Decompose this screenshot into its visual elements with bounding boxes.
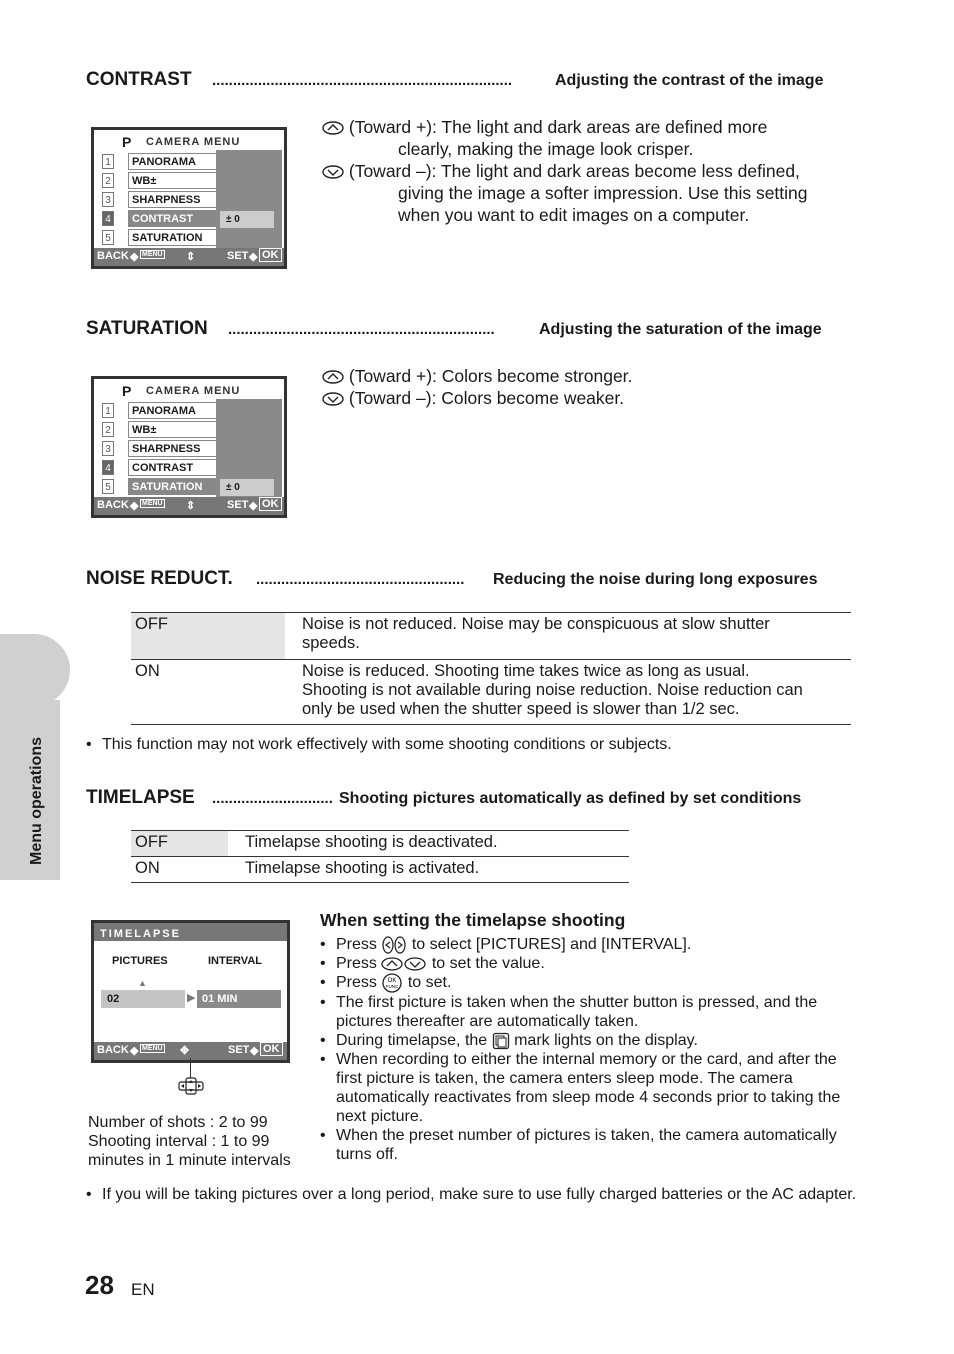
item-number: 2 [102, 422, 114, 437]
noise-description: Reducing the noise during long exposures [493, 571, 818, 588]
item-number: 2 [102, 173, 114, 188]
updown-icon: ⇕ [186, 251, 196, 263]
howto-list [320, 935, 860, 1164]
contrast-minus-text: (Toward –): The light and dark areas become less defined, [348, 161, 800, 181]
menu-item: WB± [128, 421, 216, 438]
pictures-value: 02 [101, 990, 185, 1008]
interval-value: 01 MIN [197, 990, 281, 1008]
callout-line [190, 1058, 191, 1078]
arrow-up-button-icon [322, 370, 344, 384]
mode-p-label: P [122, 134, 132, 150]
contrast-leader: ........................................................................ [212, 72, 513, 89]
arrow-icon: ◆ [130, 1045, 139, 1057]
four-way-icon: ✥ [180, 1045, 190, 1057]
bullet-text: Press [336, 974, 377, 992]
list-item [320, 973, 860, 993]
menu-button-icon: MENU [142, 500, 163, 507]
list-item [320, 935, 860, 954]
item-number: 1 [102, 403, 114, 418]
value-panel [216, 150, 282, 248]
menu-item: SHARPNESS [128, 191, 216, 208]
interval-label: INTERVAL [208, 955, 262, 967]
ok-button-icon: OK [259, 248, 282, 262]
final-note [86, 1185, 866, 1204]
set-label: SET [227, 499, 249, 511]
list-item [320, 954, 860, 973]
back-label: BACK [97, 1044, 129, 1056]
arrow-icon: ◆ [130, 500, 139, 512]
menu-button-icon: MENU [142, 251, 163, 258]
ok-func-button-icon [381, 973, 403, 993]
mode-p-label: P [122, 383, 132, 399]
contrast-plus-text-cont: clearly, making the image look crisper. [398, 139, 694, 159]
saturation-description: Adjusting the saturation of the image [539, 321, 822, 338]
contrast-minus-text-cont: giving the image a softer impression. Use this setting [398, 183, 808, 203]
bullet-text: mark lights on the display. [514, 1032, 698, 1049]
table-key: OFF [131, 613, 285, 660]
contrast-camera-screen [91, 127, 287, 269]
table-row [131, 831, 629, 857]
table-value: Timelapse shooting is activated. [245, 859, 480, 877]
svg-text:FUNC: FUNC [386, 984, 399, 989]
up-triangle-icon: ▲ [138, 978, 147, 988]
menu-button-icon: MENU [142, 1045, 163, 1052]
noise-leader: .................................................. [256, 571, 465, 588]
timelapse-description: Shooting pictures automatically as defined by set conditions [339, 790, 802, 807]
svg-text:OK: OK [388, 978, 397, 984]
up-down-buttons-icon [381, 957, 427, 971]
bullet-text: During timelapse, the [336, 1032, 488, 1049]
value-readout: ± 0 [220, 211, 274, 228]
menu-item: SHARPNESS [128, 440, 216, 457]
side-tab-label: Menu operations [28, 736, 45, 865]
timelapse-table [131, 830, 629, 883]
arrow-icon: ◆ [250, 1045, 259, 1057]
left-right-buttons-icon [381, 936, 407, 954]
saturation-leader: ................................................................ [228, 321, 495, 338]
menu-item: CONTRAST [128, 459, 216, 476]
item-number: 3 [102, 441, 114, 456]
screen-title: CAMERA MENU [146, 385, 241, 397]
screen-footer [94, 248, 284, 266]
saturation-explanation [322, 365, 862, 409]
menu-item: WB± [128, 172, 216, 189]
table-key: ON [135, 859, 160, 877]
item-number: 5 [102, 230, 114, 245]
item-number: 3 [102, 192, 114, 207]
page-lang: EN [131, 1280, 155, 1299]
bullet-text: Press [336, 955, 377, 972]
list-item [320, 1031, 860, 1050]
list-item: • When the preset number of pictures is taken, the camera automatically turns off. [320, 1126, 860, 1164]
noise-note [86, 735, 866, 754]
saturation-camera-screen [91, 376, 287, 518]
list-item: • The first picture is taken when the shutter button is pressed, and the pictures thereafter are automatically taken. [320, 993, 860, 1031]
arrow-down-button-icon [322, 392, 344, 406]
timelapse-camera-screen [91, 920, 290, 1063]
arrow-down-button-icon [322, 165, 344, 179]
table-key: ON [135, 662, 160, 680]
item-number: 5 [102, 479, 114, 494]
item-number: 1 [102, 154, 114, 169]
menu-item: SATURATION [128, 229, 216, 246]
table-row [131, 660, 851, 725]
timelapse-title: TIMELAPSE [86, 787, 195, 808]
arrow-up-button-icon [322, 121, 344, 135]
caption-line: Number of shots : 2 to 99 [88, 1114, 268, 1131]
arrow-icon: ◆ [249, 251, 258, 263]
contrast-description: Adjusting the contrast of the image [555, 72, 824, 89]
ok-button-icon: OK [260, 1042, 283, 1056]
arrow-icon: ◆ [249, 500, 258, 512]
timelapse-mark-icon [492, 1032, 510, 1050]
table-value: Timelapse shooting is deactivated. [245, 833, 498, 851]
caption-line: minutes in 1 minute intervals [88, 1152, 291, 1169]
contrast-explanation [322, 116, 862, 226]
table-row [131, 613, 851, 660]
bullet-text: Press [336, 936, 377, 953]
set-label: SET [228, 1044, 250, 1056]
pictures-label: PICTURES [112, 955, 168, 967]
table-key: OFF [131, 831, 228, 857]
arrow-icon: ◆ [130, 251, 139, 263]
menu-item: PANORAMA [128, 402, 216, 419]
howto-title: When setting the timelapse shooting [320, 910, 626, 930]
table-row [131, 857, 629, 883]
bullet-text: to set the value. [431, 955, 545, 972]
back-label: BACK [97, 250, 129, 262]
timelapse-caption [88, 1113, 318, 1170]
bullet-text: to select [PICTURES] and [INTERVAL]. [411, 936, 692, 953]
menu-item-selected: SATURATION [128, 478, 216, 495]
menu-item: PANORAMA [128, 153, 216, 170]
noise-table [131, 612, 851, 725]
item-number: 4 [102, 211, 114, 226]
contrast-title: CONTRAST [86, 69, 192, 90]
right-triangle-icon: ▶ [187, 992, 196, 1004]
list-item: • This function may not work effectively with some shooting conditions or subjects. [86, 735, 866, 754]
item-number: 4 [102, 460, 114, 475]
bullet-text: to set. [407, 974, 452, 992]
set-label: SET [227, 250, 249, 262]
menu-item-selected: CONTRAST [128, 210, 216, 227]
contrast-plus-text: (Toward +): The light and dark areas are defined more [348, 117, 768, 137]
list-item: • If you will be taking pictures over a long period, make sure to use fully charged batteries or the AC adapter. [86, 1185, 866, 1204]
side-tab [0, 634, 70, 706]
ok-button-icon: OK [259, 497, 282, 511]
screen-title: TIMELAPSE [100, 928, 181, 940]
saturation-plus-text: (Toward +): Colors become stronger. [348, 366, 633, 386]
timelapse-leader: ............................. [212, 790, 333, 807]
value-readout: ± 0 [220, 479, 274, 496]
four-way-pad-icon [177, 1077, 205, 1095]
page-number: 28 [85, 1270, 114, 1300]
table-value: Noise is reduced. Shooting time takes twice as long as usual. Shooting is not available during noise reduction. Noise reduction can only be used when the shutter speed is slower than 1/2 sec. [302, 662, 803, 718]
back-label: BACK [97, 499, 129, 511]
contrast-minus-text-cont: when you want to edit images on a computer. [398, 205, 750, 225]
saturation-minus-text: (Toward –): Colors become weaker. [348, 388, 625, 408]
table-value: Noise is not reduced. Noise may be conspicuous at slow shutter speeds. [302, 615, 770, 652]
list-item: • When recording to either the internal memory or the card, and after the first picture is taken, the camera enters sleep mode. The camera automatically reactivates from sleep mode 4 seconds prior to taking the next picture. [320, 1050, 860, 1126]
screen-title: CAMERA MENU [146, 136, 241, 148]
screen-footer [94, 497, 284, 515]
noise-title: NOISE REDUCT. [86, 568, 233, 589]
caption-line: Shooting interval : 1 to 99 [88, 1133, 270, 1150]
saturation-title: SATURATION [86, 318, 208, 339]
updown-icon: ⇕ [186, 500, 196, 512]
